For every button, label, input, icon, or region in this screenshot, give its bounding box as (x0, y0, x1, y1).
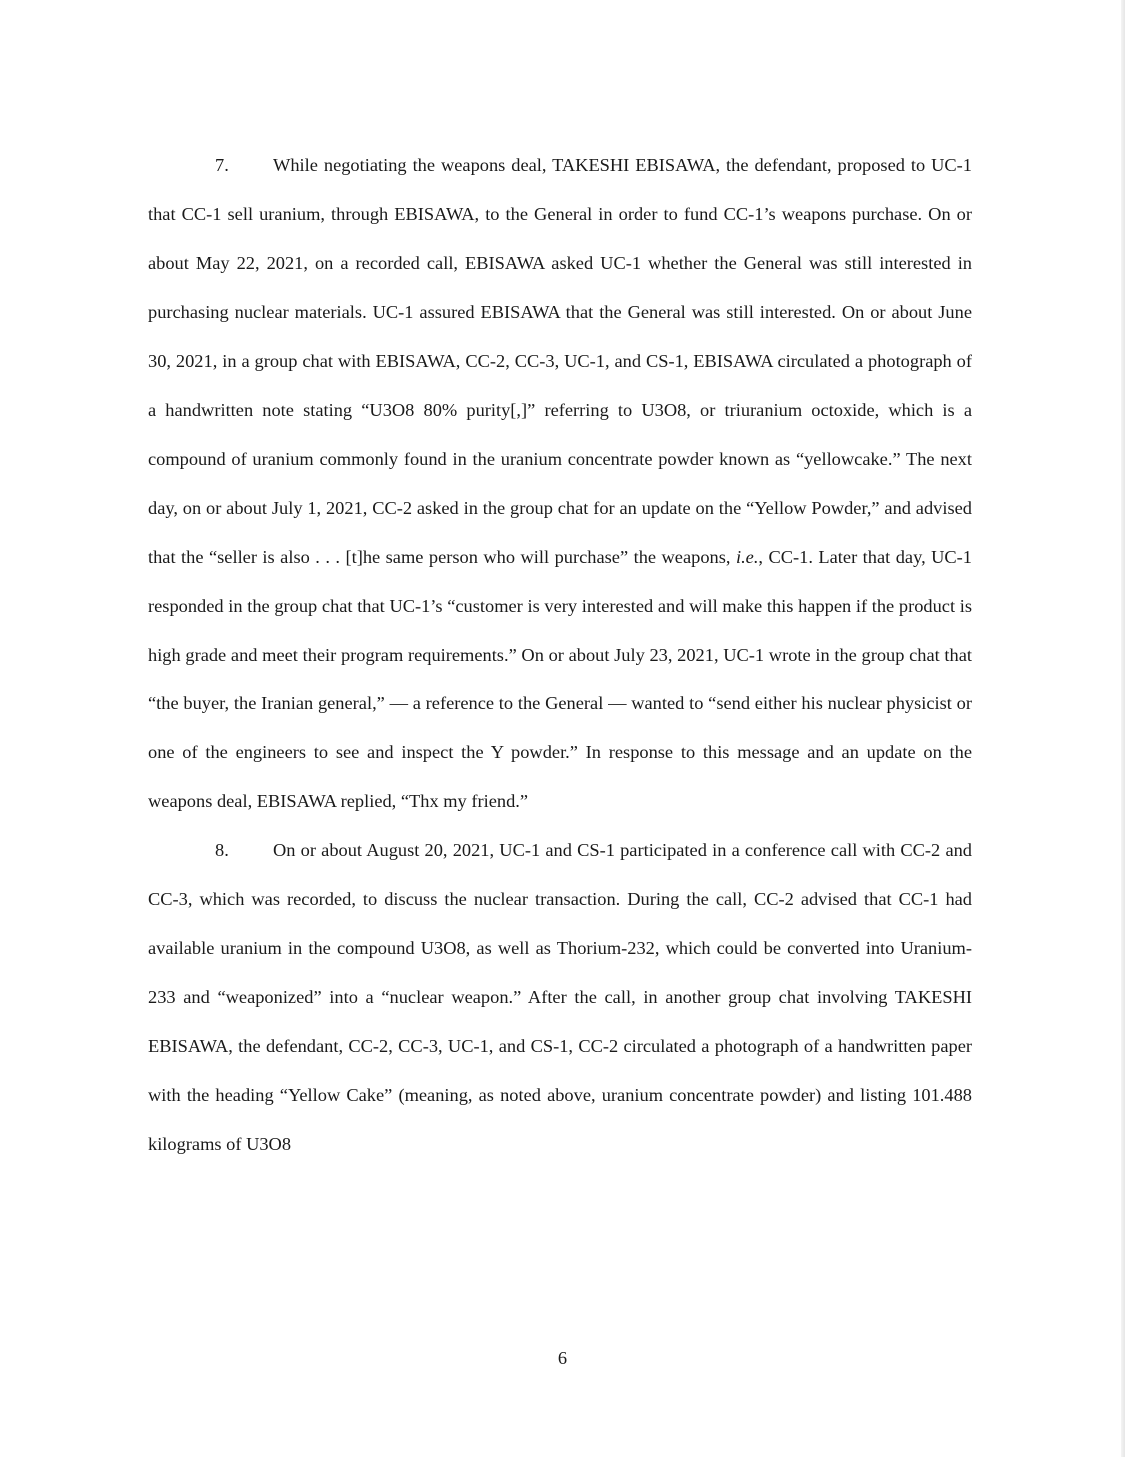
paragraph-7 (148, 141, 972, 826)
body-text (148, 141, 972, 1169)
page-edge-shadow (1121, 0, 1125, 1457)
paragraph-number: 8. (215, 840, 229, 861)
paragraph-text: , CC-1. Later that day, UC-1 responded in the group chat that UC-1’s “customer is very interested and will make this happen if the product is high grade and meet their program requirements.” On or about July 23, 2021, UC-1 wrote in the group chat that “the buyer, the Iranian general,” — a reference to the General — wanted to “send either his nuclear physicist or one of the engineers to see and inspect the Y powder.” In response to this message and an update on the weapons deal, EBISAWA replied, “Thx my friend.” (148, 546, 972, 812)
paragraph-number: 7. (215, 155, 229, 175)
paragraph-text: While negotiating the weapons deal, TAKESHI EBISAWA, the defendant, proposed to UC-1 that CC-1 sell uranium, through EBISAWA, to the General in order to fund CC-1’s weapons purchase. On or about May 22, 2021, on a recorded call, EBISAWA asked UC-1 whether the General was still interested in purchasing nuclear materials. UC-1 assured EBISAWA that the General was still interested. On or about June 30, 2021, in a group chat with EBISAWA, CC-2, CC-3, UC-1, and CS-1, EBISAWA circulated a photograph of a handwritten note stating “U3O8 80% purity[,]” referring to U3O8, or triuranium octoxide, which is a compound of uranium commonly found in the uranium concentrate powder known as “yellowcake.” The next day, on or about July 1, 2021, CC-2 asked in the group chat for an update on the “Yellow Powder,” and advised that the “seller is also . . . [t]he same person who will purchase” the weapons, (148, 155, 972, 567)
italic-abbreviation: i.e. (735, 546, 759, 567)
paragraph-text: On or about August 20, 2021, UC-1 and CS-1 participated in a conference call with CC-2 and CC-3, which was recorded, to discuss the nuclear transaction. During the call, CC-2 advised that CC-1 had available uranium in the compound U3O8, as well as Thorium-232, which could be converted into Uranium-233 and “weaponized” into a “nuclear weapon.” After the call, in another group chat involving TAKESHI EBISAWA, the defendant, CC-2, CC-3, UC-1, and CS-1, CC-2 circulated a photograph of a handwritten paper with the heading “Yellow Cake” (meaning, as noted above, uranium concentrate powder) and listing 101.488 kilograms of U3O8 (148, 840, 972, 1155)
page-number: 6 (557, 1348, 568, 1368)
paragraph-8 (148, 826, 972, 1169)
